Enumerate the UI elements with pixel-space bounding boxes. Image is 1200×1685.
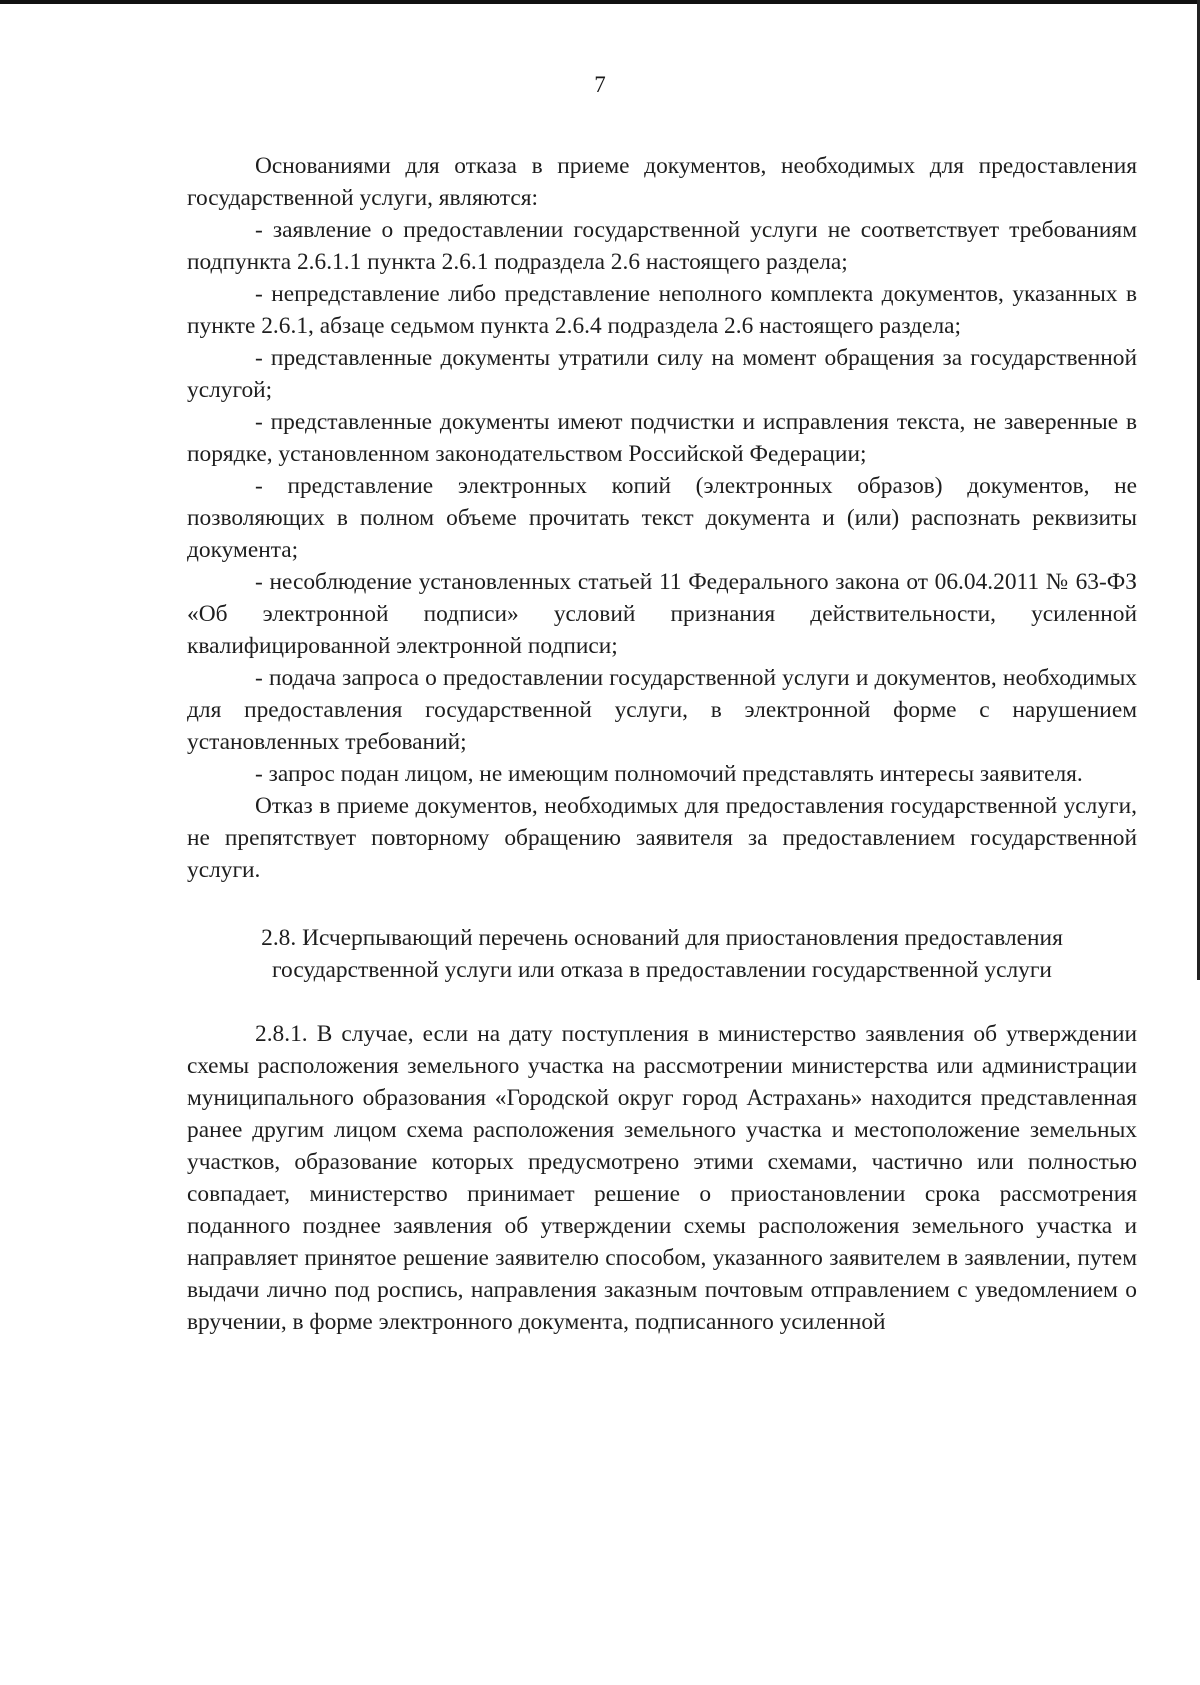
- scan-border-top: [0, 0, 1200, 4]
- paragraph-2-8-1: 2.8.1. В случае, если на дату поступления в министерство заявления об утверждении схемы расположения земельного участка на рассмотрении министерства или администрации муниципального образования «Городской округ город Астрахань» находится представленная ранее другим лицом схема расположения земельного участка и местоположение земельных участков, образование которых предусмотрено этими схемами, частично или полностью совпадает, министерство принимает решение о приостановлении срока рассмотрения поданного позднее заявления об утверждении схемы расположения земельного участка и направляет принятое решение заявителю способом, указанного заявителем в заявлении, путем выдачи лично под роспись, направления заказным почтовым отправлением с уведомлением о вручении, в форме электронного документа, подписанного усиленной: [187, 1021, 1137, 1335]
- document-body: [187, 150, 1137, 1338]
- paragraph-ground-6: - несоблюдение установленных статьей 11 Федерального закона от 06.04.2011 № 63-ФЗ «Об электронной подписи» условий признания действительности, усиленной квалифицированной электронной подписи;: [187, 569, 1137, 659]
- paragraph-ground-1: - заявление о предоставлении государственной услуги не соответствует требованиям подпункта 2.6.1.1 пункта 2.6.1 подраздела 2.6 настоящего раздела;: [187, 217, 1137, 275]
- section-heading-2-8: 2.8. Исчерпывающий перечень оснований для приостановления предоставления государственной услуги или отказа в предоставлении государственной услуги: [261, 925, 1063, 983]
- paragraph-ground-4: - представленные документы имеют подчистки и исправления текста, не заверенные в порядке, установленном законодательством Российской Федерации;: [187, 409, 1137, 467]
- paragraph-ground-8: - запрос подан лицом, не имеющим полномочий представлять интересы заявителя.: [255, 761, 1083, 787]
- paragraph-grounds-intro: Основаниями для отказа в приеме документов, необходимых для предоставления государственной услуги, являются:: [187, 153, 1137, 211]
- page-number: 7: [594, 72, 606, 97]
- paragraph-ground-7: - подача запроса о предоставлении государственной услуги и документов, необходимых для предоставления государственной услуги, в электронной форме с нарушением установленных требований;: [187, 665, 1137, 755]
- paragraph-refusal-note: Отказ в приеме документов, необходимых для предоставления государственной услуги, не препятствует повторному обращению заявителя за предоставлением государственной услуги.: [187, 793, 1137, 883]
- paragraph-ground-2: - непредставление либо представление неполного комплекта документов, указанных в пункте 2.6.1, абзаце седьмом пункта 2.6.4 подраздела 2.6 настоящего раздела;: [187, 281, 1137, 339]
- paragraph-ground-3: - представленные документы утратили силу на момент обращения за государственной услугой;: [187, 345, 1137, 403]
- paragraph-ground-5: - представление электронных копий (электронных образов) документов, не позволяющих в полном объеме прочитать текст документа и (или) распознать реквизиты документа;: [187, 473, 1137, 563]
